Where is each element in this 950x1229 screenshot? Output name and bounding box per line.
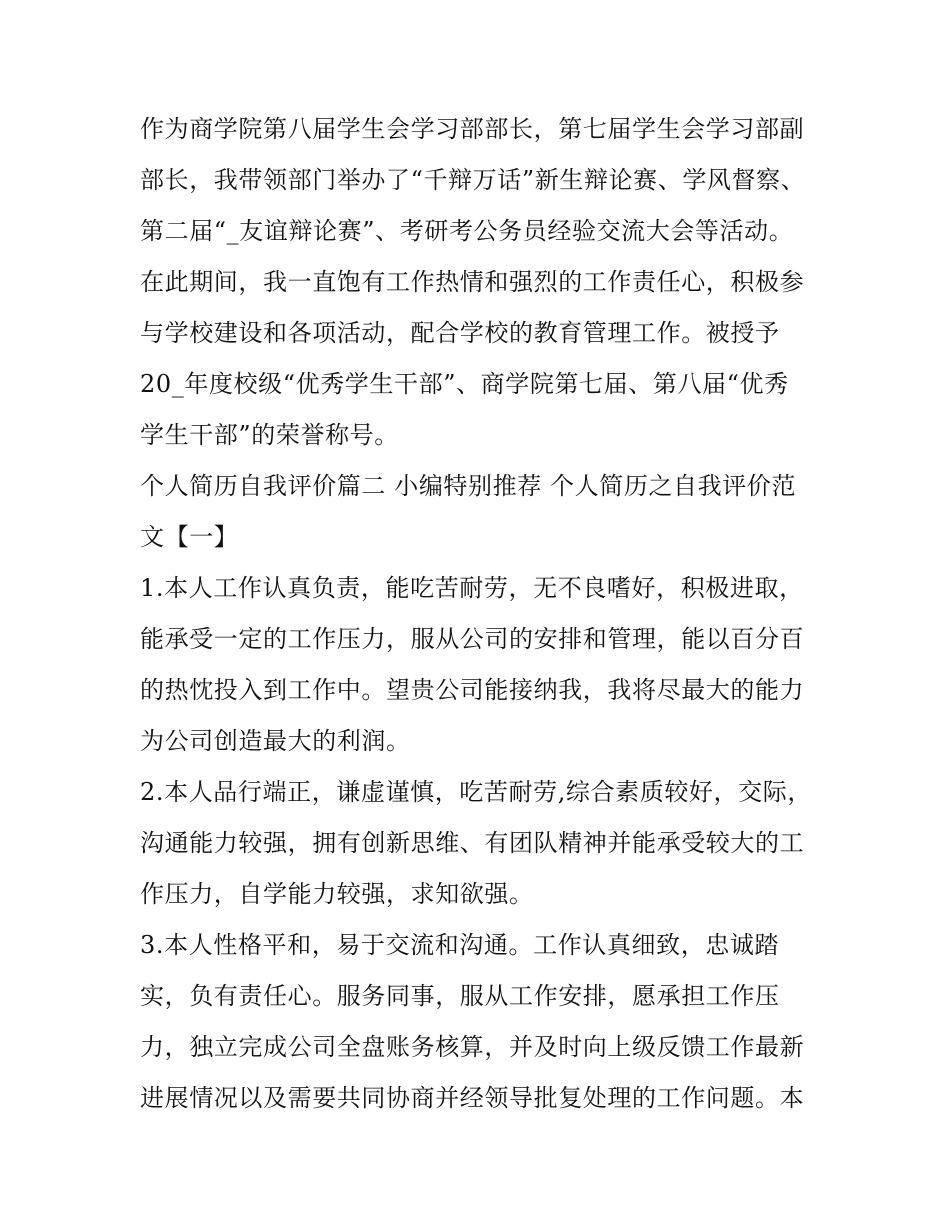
text-line: 1.本人工作认真负责，能吃苦耐劳，无不良嗜好，积极进取， bbox=[140, 574, 804, 602]
text-line: 第二届“_友谊辩论赛”、考研考公务员经验交流大会等活动。 bbox=[140, 217, 794, 245]
text-line: 在此期间，我一直饱有工作热情和强烈的工作责任心，积极参 bbox=[140, 268, 805, 296]
text-line: 进展情况以及需要共同协商并经领导批复处理的工作问题。本 bbox=[140, 1084, 805, 1112]
text-line: 2.本人品行端正，谦虚谨慎，吃苦耐劳,综合素质较好，交际， bbox=[140, 778, 812, 806]
section-heading-line: 个人简历自我评价篇二 小编特别推荐 个人简历之自我评价范 bbox=[140, 472, 797, 500]
section-heading-line: 文【一】 bbox=[140, 523, 239, 551]
text-line: 为公司创造最大的利润。 bbox=[140, 727, 411, 755]
text-line: 部长，我带领部门举办了“千辩万话”新生辩论赛、学风督察、 bbox=[140, 166, 806, 194]
text-line: 能承受一定的工作压力，服从公司的安排和管理，能以百分百 bbox=[140, 625, 805, 653]
document-body bbox=[140, 104, 816, 1124]
text-line: 实，负有责任心。服务同事，服从工作安排，愿承担工作压 bbox=[140, 982, 780, 1010]
text-line: 沟通能力较强，拥有创新思维、有团队精神并能承受较大的工 bbox=[140, 829, 805, 857]
text-line: 作压力，自学能力较强，求知欲强。 bbox=[140, 880, 534, 908]
text-line: 学生干部”的荣誉称号。 bbox=[140, 421, 399, 449]
text-line: 作为商学院第八届学生会学习部部长，第七届学生会学习部副 bbox=[140, 115, 805, 143]
text-line: 20_年度校级“优秀学生干部”、商学院第七届、第八届“优秀 bbox=[140, 370, 789, 398]
text-line: 3.本人性格平和，易于交流和沟通。工作认真细致，忠诚踏 bbox=[140, 931, 780, 959]
text-line: 与学校建设和各项活动，配合学校的教育管理工作。被授予 bbox=[140, 319, 780, 347]
text-line: 力，独立完成公司全盘账务核算，并及时向上级反馈工作最新 bbox=[140, 1033, 805, 1061]
text-line: 的热忱投入到工作中。望贵公司能接纳我，我将尽最大的能力 bbox=[140, 676, 805, 704]
